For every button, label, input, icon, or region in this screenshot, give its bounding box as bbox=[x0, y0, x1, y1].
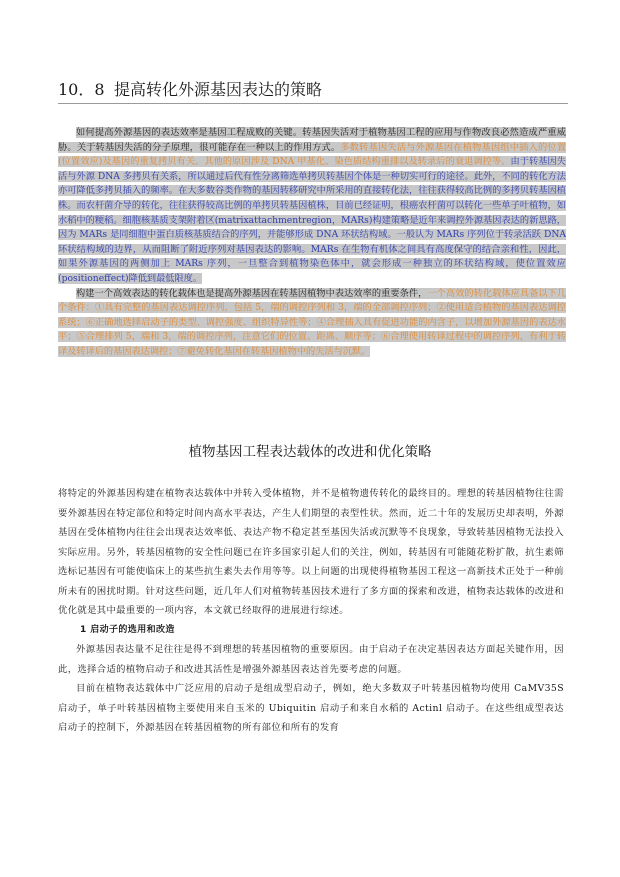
chapter-heading bbox=[58, 80, 568, 104]
highlight-span: 一个高效的转化载体应具备以下几个条件：①具有完整的基因表达调控序列，包括 5，端的调控序列和 3，端的全部调控序列；②使用适合植物的基因表达调控系统；⑥正确地选择启动子的类型、调控强度、组织特异性等；④合理插入具有促进功能的内含子，以增加外源基因的表达水平；⑤合理排列 5，端和 3，端的调控序列，注意它们的位置、距离、顺序等；⑥合理使用转译过程中的调控序列，有利于转译及转译后的基因表达调控；⑦避免转化基因在转基因植物中的失活与沉默。 bbox=[58, 287, 567, 357]
highlighted-section bbox=[58, 126, 566, 360]
highlight-span: 构建一个高效表达的转化载体也是提高外源基因在转基因植物中表达效率的重要条件， bbox=[76, 287, 428, 299]
highlight-span: 由于转基因失活与外源 DNA 多拷贝有关系，所以通过后代有性分离筛选单拷贝转基因个体是一种切实可行的途径。此外，不同的转化方法亦可降低多拷贝插入的频率。在大多数谷类作物的基因转移研究中所采用的直接转化法，往往获得较高比例的多拷贝转基因植株。而农杆菌介导的转化，往往获得较高比例的单拷贝转基因植株，目前已经证明，根癌农杆菌可以转化一些单子叶植物，如水稻中的粳稻。细胞核基质支架附着区(matrixattachmentregion，MARs)构建策略是近年来调控外源基因表达的新思路，因为 MARs 是同细胞中蛋白质核基质结合的序列，并能够形成 DNA 环状结构域。一般认为 MARs 序列位于转录活跃 DNA 环状结构域的边界，从而阻断了附近序列对基因表达的影响。MARs 在生物有机体之间具有高度保守的结合亲和性，因此，如果外源基因的两侧加上 MARs 序列，一旦整合到植物染色体中，就会形成一种独立的环状结构域，使位置效应(positioneffect)降低到最低限度。 bbox=[58, 156, 566, 284]
body-text bbox=[58, 484, 564, 738]
highlight-span: 多数转基因失活与外源基因在植物基因组中插入的位置(位置效应)及基因的重复拷贝有关。其他的原因涉及 DNA 甲基化、染色质结构重排以及转录后的衰退调控等。 bbox=[58, 141, 567, 168]
heading-text: 提高转化外源基因表达的策略 bbox=[114, 80, 323, 99]
heading-number: 10．8 bbox=[58, 80, 105, 99]
section-title: 植物基因工程表达载体的改进和优化策略 bbox=[188, 444, 432, 460]
highlight-paragraph-2 bbox=[58, 287, 566, 360]
paragraph-intro: 将特定的外源基因构建在植物表达载体中并转入受体植物，并不是植物遗传转化的最终目的。理想的转基因植物往往需要外源基因在特定部位和特定时间内高水平表达，产生人们期望的表型性状。然而，近二十年的发展历史却表明，外源基因在受体植物内往往会出现表达效率低、表达产物不稳定甚至基因失活或沉默等不良现象，导致转基因植物无法投入实际应用。另外，转基因植物的安全性问题已在许多国家引起人们的关注，例如，转基因有可能随花粉扩散，抗生素筛选标记基因有可能使临床上的某些抗生素失去作用等等。以上问题的出现使得植物基因工程这一高新技术正处于一种前所未有的困扰时期。针对这些问题，近几年人们对植物转基因技术进行了多方面的探索和改进，植物表达载体的改进和优化就是其中最重要的一项内容，本文就已经取得的进展进行综述。 bbox=[58, 488, 564, 616]
paragraph-promoter-2: 目前在植物表达载体中广泛应用的启动子是组成型启动子，例如，绝大多数双子叶转基因植物均使用 CaMV35S 启动子，单子叶转基因植物主要使用来自玉米的 Ubiquitin 启动子和来自水稻的 Actinl 启动子。在这些组成型表达启动子的控制下，外源基因在转基因植物的所有部位和所有的发育 bbox=[58, 683, 564, 733]
highlight-span: 如何提高外源基因的表达效率是基因工程成败的关键。转基因失活对于植物基因工程的应用与作物改良必然造成严重威胁。关于转基因失活的分子原理，很可能存在一种以上的作用方式。 bbox=[58, 127, 566, 153]
paragraph-promoter-1: 外源基因表达量不足往往是得不到理想的转基因植物的重要原因。由于启动子在决定基因表达方面起关键作用，因此，选择合适的植物启动子和改进其活性是增强外源基因表达首先要考虑的问题。 bbox=[58, 644, 564, 675]
subsection-heading: 1 启动子的选用和改造 bbox=[80, 624, 175, 635]
highlight-paragraph-1 bbox=[58, 126, 566, 287]
